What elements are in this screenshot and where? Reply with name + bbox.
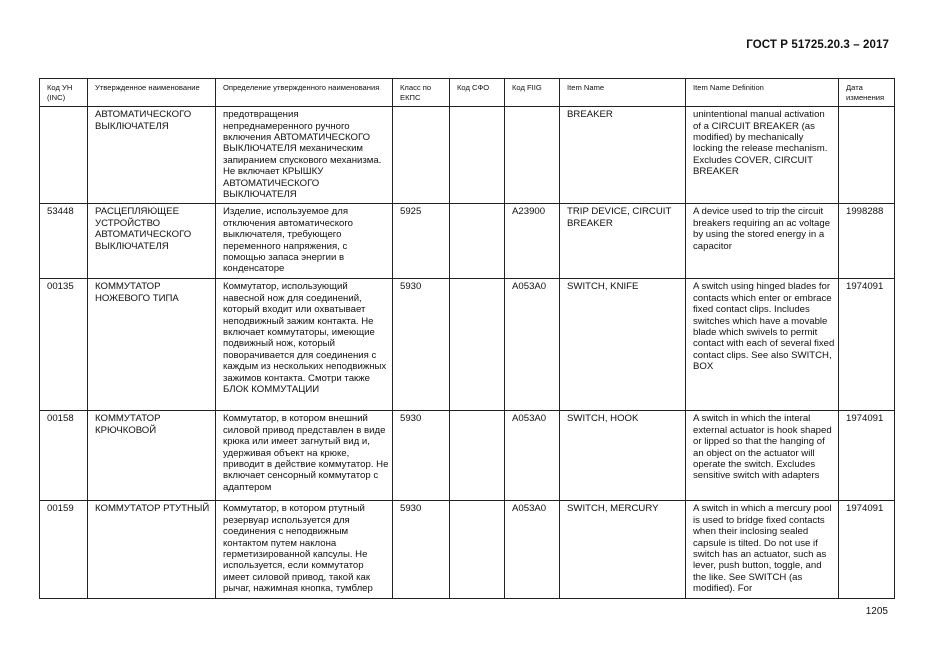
cell-item-name: SWITCH, KNIFE: [560, 279, 686, 411]
cell-sfo-code: [450, 204, 505, 279]
column-header-change-date: Дата изменения: [839, 79, 895, 107]
cell-change-date: [839, 107, 895, 204]
cell-fiig-code: A053A0: [505, 501, 560, 598]
column-header-fiig-code: Код FIIG: [505, 79, 560, 107]
column-header-inc: Код УН (INC): [40, 79, 88, 107]
cell-fsc-class: 5930: [393, 279, 450, 411]
table-row: [40, 501, 895, 598]
column-header-definition: Определение утвержденного наименования: [216, 79, 393, 107]
cell-inc: 00158: [40, 411, 88, 501]
cell-approved-name: КОММУТАТОР КРЮЧКОВОЙ: [88, 411, 216, 501]
cell-sfo-code: [450, 279, 505, 411]
cell-approved-name: РАСЦЕПЛЯЮЩЕЕ УСТРОЙСТВО АВТОМАТИЧЕСКОГО ВЫКЛЮЧАТЕЛЯ: [88, 204, 216, 279]
cell-fsc-class: 5930: [393, 411, 450, 501]
cell-fiig-code: A23900: [505, 204, 560, 279]
cell-fsc-class: [393, 107, 450, 204]
cell-change-date: 1974091: [839, 411, 895, 501]
cell-item-name-definition: A switch in which a mercury pool is used to bridge fixed contacts when their inclosing sealed capsule is tilted. Do not use if switch has an actuator, such as lever, push button, toggle, and the like. See SWITCH (as modified). For: [686, 501, 839, 598]
table-row: [40, 279, 895, 411]
table-row: [40, 204, 895, 279]
page-number: 1205: [865, 606, 888, 617]
cell-item-name: BREAKER: [560, 107, 686, 204]
cell-sfo-code: [450, 107, 505, 204]
cell-change-date: 1998288: [839, 204, 895, 279]
cell-inc: [40, 107, 88, 204]
cell-inc: 00135: [40, 279, 88, 411]
table-row: [40, 411, 895, 501]
cell-definition-ru: Коммутатор, в котором внешний силовой привод представлен в виде крюка или имеет загнутый вид и, удерживая объект на крюке, приводит в действие коммутатор. Не включает сенсорный коммутатор с адаптером: [216, 411, 393, 501]
column-header-approved-name: Утвержденное наименование: [88, 79, 216, 107]
cell-item-name-definition: unintentional manual activation of a CIRCUIT BREAKER (as modified) by mechanically locking the release mechanism. Excludes COVER, CIRCUIT BREAKER: [686, 107, 839, 204]
cell-item-name: SWITCH, HOOK: [560, 411, 686, 501]
cell-definition-ru: Коммутатор, в котором ртутный резервуар используется для соединения с неподвижным контактом путем наклона герметизированной капсулы. Не используется, если коммутатор имеет силовой привод, такой как рычаг, нажимная кнопка, тумблер: [216, 501, 393, 598]
cell-item-name: TRIP DEVICE, CIRCUIT BREAKER: [560, 204, 686, 279]
cell-change-date: 1974091: [839, 279, 895, 411]
cell-fiig-code: A053A0: [505, 279, 560, 411]
cell-fsc-class: 5925: [393, 204, 450, 279]
column-header-fsc-class: Класс по ЕКПС: [393, 79, 450, 107]
cell-inc: 53448: [40, 204, 88, 279]
cell-fsc-class: 5930: [393, 501, 450, 598]
cell-sfo-code: [450, 501, 505, 598]
column-header-item-name: Item Name: [560, 79, 686, 107]
cell-approved-name: АВТОМАТИЧЕСКОГО ВЫКЛЮЧАТЕЛЯ: [88, 107, 216, 204]
cell-change-date: 1974091: [839, 501, 895, 598]
column-header-sfo-code: Код СФО: [450, 79, 505, 107]
column-header-item-name-definition: Item Name Definition: [686, 79, 839, 107]
cell-fiig-code: A053A0: [505, 411, 560, 501]
cell-fiig-code: [505, 107, 560, 204]
document-standard-title: ГОСТ Р 51725.20.3 – 2017: [746, 39, 889, 51]
cell-item-name: SWITCH, MERCURY: [560, 501, 686, 598]
cell-inc: 00159: [40, 501, 88, 598]
cell-definition-ru: Коммутатор, использующий навесной нож для соединений, который входит или охватывает неподвижный зажим контакта. Не включает коммутаторы, имеющие подвижный нож, который поворачивается для соединения с каждым из нескольких неподвижных зажимов контакта. Смотри также БЛОК КОММУТАЦИИ: [216, 279, 393, 411]
cell-sfo-code: [450, 411, 505, 501]
cell-item-name-definition: A switch in which the interal external actuator is hook shaped or lipped so that the hanging of an object on the actuator will operate the switch. Excludes sensitive switch with adapters: [686, 411, 839, 501]
cell-definition-ru: предотвращения непреднамеренного ручного включения АВТОМАТИЧЕСКОГО ВЫКЛЮЧАТЕЛЯ механическим запиранием спускового механизма. Не включает КРЫШКУ АВТОМАТИЧЕСКОГО ВЫКЛЮЧАТЕЛЯ: [216, 107, 393, 204]
item-names-table: [39, 78, 895, 599]
table-row: [40, 107, 895, 204]
table-header-row: [40, 79, 895, 107]
cell-item-name-definition: A device used to trip the circuit breakers requiring an ac voltage by using the stored energy in a capacitor: [686, 204, 839, 279]
cell-approved-name: КОММУТАТОР РТУТНЫЙ: [88, 501, 216, 598]
cell-definition-ru: Изделие, используемое для отключения автоматического выключателя, требующего переменного напряжения, с помощью запаса энергии в конденсаторе: [216, 204, 393, 279]
cell-item-name-definition: A switch using hinged blades for contacts which enter or embrace fixed contact clips. Includes switches which have a movable blade which swivels to permit contact with each of several fixed contact clips. See also SWITCH, BOX: [686, 279, 839, 411]
cell-approved-name: КОММУТАТОР НОЖЕВОГО ТИПА: [88, 279, 216, 411]
